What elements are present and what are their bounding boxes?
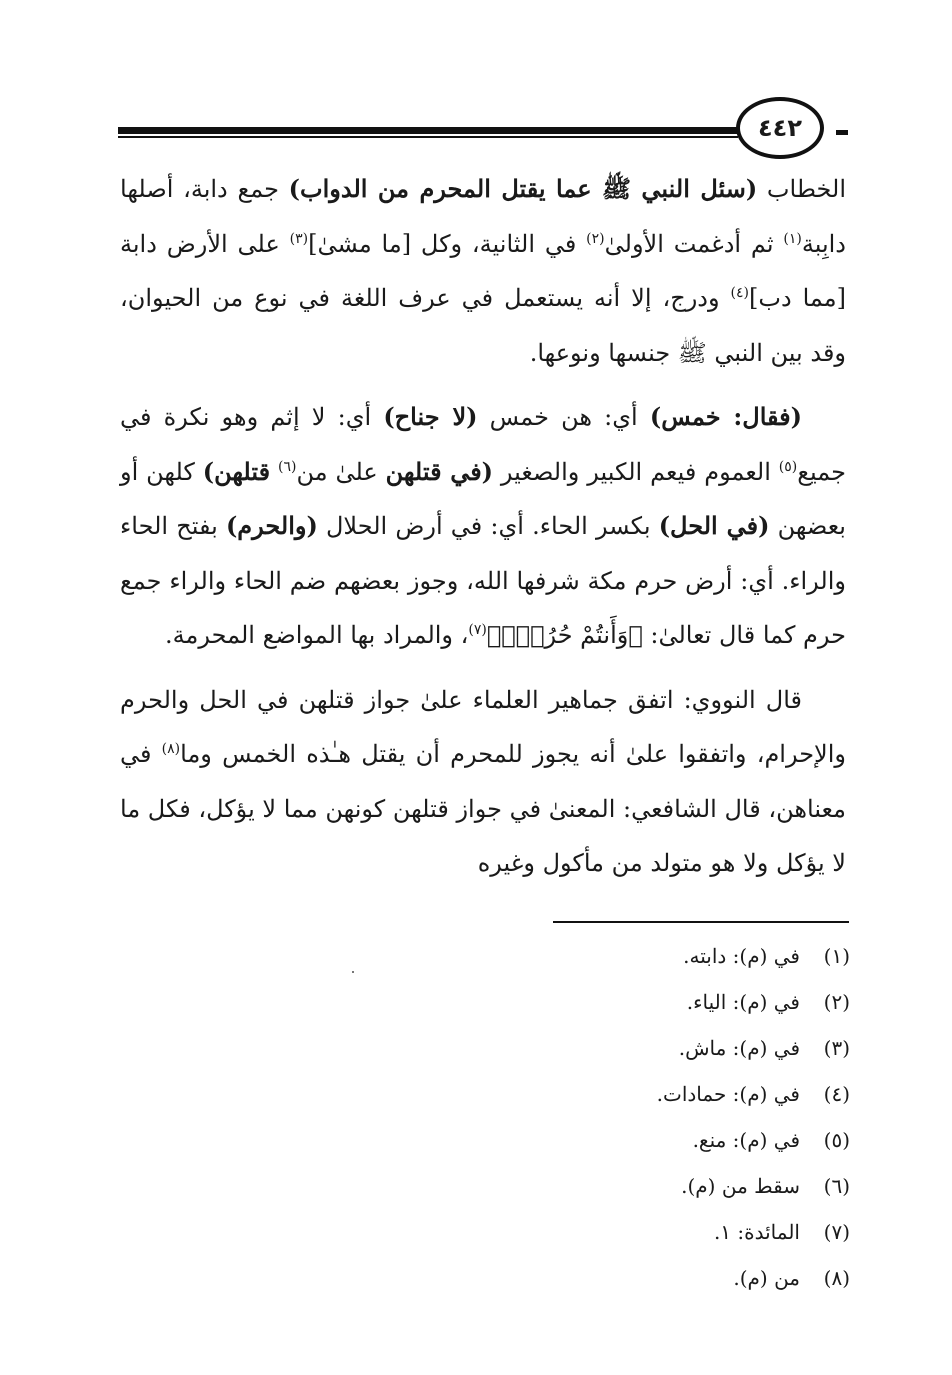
bold-quoted-text: (فقال: خمس) (649, 402, 802, 431)
footnote-ref: (٣) (289, 230, 309, 247)
footnote-item (470, 1124, 850, 1170)
footnote-text: في (م): منع. (692, 1128, 800, 1152)
footnote-item (470, 986, 850, 1032)
page-number: ٤٤٢ (758, 114, 802, 142)
footnote-text: المائدة: ١. (713, 1220, 800, 1244)
text-run: بفتح الحاء والراء. أي: أرض حرم مكة شرفها الله، وجوز بعضهم ضم الحاء والراء جمع حرم كما قال تعالىٰ: ﴿وَأَنتُمْ حُرُمٌۗ﴾ (120, 512, 846, 649)
text-run: العموم فيعم الكبير والصغير (493, 457, 779, 486)
text-run: علىٰ من (296, 457, 386, 486)
footnote-text: في (م): ماش. (678, 1036, 800, 1060)
footnote-number: (٤) (823, 1082, 850, 1106)
footnote-ref: (٥) (778, 458, 798, 475)
text-run: الخطاب (757, 175, 847, 203)
text-run: جمع دابة، أصلها دابِبة (120, 175, 846, 258)
text-run: ثم أدغمت الأولىٰ (604, 229, 784, 258)
text-run: ودرج، إلا أنه يستعمل في عرف اللغة في نوع من الحيوان، وقد بين النبي ﷺ جنسها ونوعها. (120, 284, 846, 367)
text-run: قال النووي: اتفق جماهير العلماء علىٰ جواز قتلهن في الحل والحرم والإحرام، واتفقوا علىٰ أنه يجوز للمحرم أن يقتل هـٰذه الخمس وما (120, 685, 847, 768)
footnote-item (470, 1078, 850, 1124)
bold-quoted-text: (في الحل) (658, 511, 770, 540)
footnote-item (470, 940, 850, 986)
footnote-item (470, 1170, 850, 1216)
footnote-number: (٣) (823, 1036, 850, 1060)
bold-quoted-text: (والحرم) (225, 511, 318, 540)
footnote-number: (١) (823, 944, 850, 968)
text-run: في معناهن، قال الشافعي: المعنىٰ في جواز قتلهن كونهن مما لا يؤكل، فكل ما لا يؤكل ولا هو متولد من مأكول وغيره (120, 740, 846, 877)
footnote-number: (٢) (823, 990, 850, 1014)
header-rule-thin-line (118, 136, 738, 138)
footnote-item (470, 1262, 850, 1308)
bold-quoted-text: (في قتلهن (385, 456, 494, 486)
text-run: في الثانية، وكل [ما مشىٰ] (308, 229, 587, 258)
text-run: أي: هن خمس (477, 403, 650, 431)
paragraph-1 (120, 162, 846, 380)
text-run: على الأرض دابة [مما دب] (120, 229, 846, 312)
bold-quoted-text: (سئل النبي ﷺ عما يقتل المحرم من الدواب) (288, 174, 758, 203)
header-rule-right-stub (836, 130, 848, 135)
text-run: ، والمراد بها المواضع المحرمة. (165, 621, 469, 649)
footnote-number: (٨) (823, 1266, 850, 1290)
footnote-text: في (م): دابته. (683, 944, 800, 968)
footnote-ref: (٦) (277, 458, 297, 475)
footnote-ref: (٨) (161, 741, 181, 757)
bold-quoted-text: قتلهن) (202, 456, 271, 486)
text-run (270, 458, 278, 486)
paragraph-3 (120, 673, 846, 891)
footnote-item (470, 1216, 850, 1262)
footnote-separator (553, 921, 849, 923)
footnote-ref: (٧) (468, 622, 487, 638)
footnote-text: في (م): حمادات. (656, 1082, 800, 1106)
text-run: كلهن أو بعضهن (120, 457, 846, 540)
footnote-text: في (م): الياء. (686, 990, 800, 1014)
header-rule-thick-line (118, 127, 738, 134)
text-run: أي: لا إثم وهو نكرة في جميع (120, 403, 846, 486)
text-run: بكسر الحاء. أي: في أرض الحلال (317, 512, 659, 540)
page-number-ornament (736, 97, 824, 159)
scan-speck (352, 971, 354, 973)
footnote-text: من (م). (733, 1266, 800, 1290)
main-text (120, 162, 846, 891)
footnote-ref: (٤) (730, 285, 749, 301)
bold-quoted-text: (لا جناح) (383, 402, 478, 431)
footnote-ref: (٢) (586, 230, 605, 247)
footnote-number: (٧) (823, 1220, 850, 1244)
footnote-number: (٥) (823, 1128, 850, 1152)
footnote-number: (٦) (823, 1174, 850, 1198)
footnote-item (470, 1032, 850, 1078)
paragraph-2 (120, 390, 846, 663)
footnote-text: سقط من (م). (681, 1174, 800, 1198)
footnote-ref: (١) (783, 230, 802, 247)
footnotes (470, 940, 850, 1308)
